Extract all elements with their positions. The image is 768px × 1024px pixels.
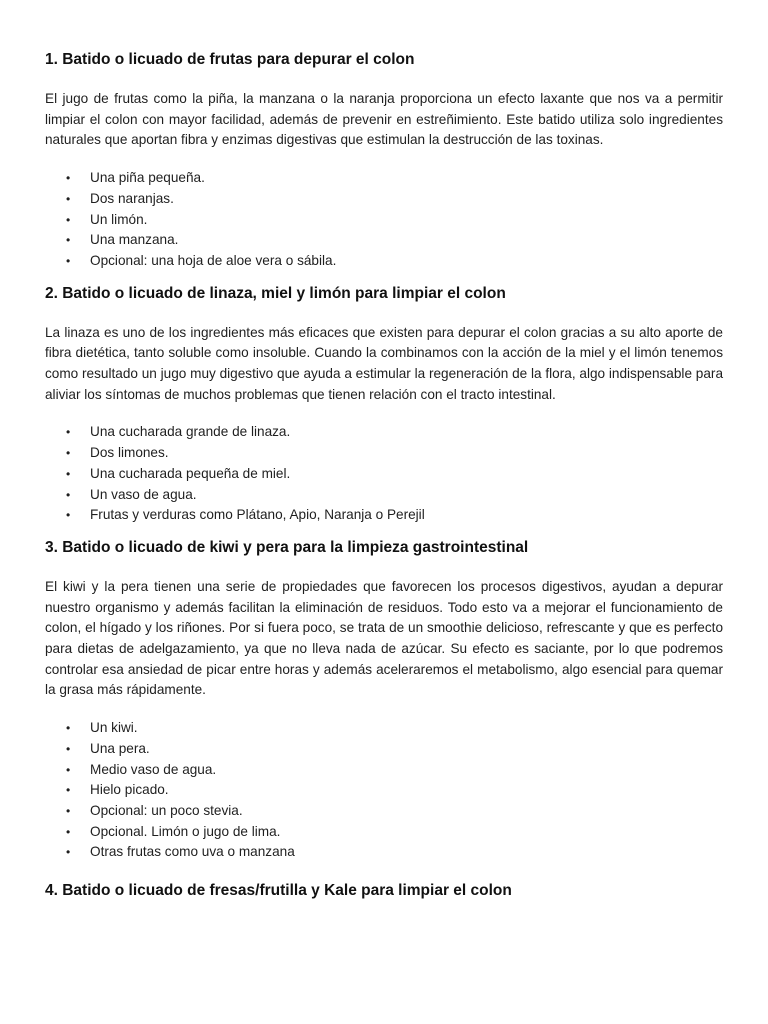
bullet-icon: • [66, 783, 71, 798]
list-item-text: Opcional: una hoja de aloe vera o sábila. [90, 252, 337, 268]
list-item [45, 505, 723, 526]
bullet-icon: • [66, 741, 71, 756]
bullet-icon: • [66, 824, 71, 839]
section-1-heading: 1. Batido o licuado de frutas para depurar el colon [45, 51, 415, 68]
list-item [45, 168, 723, 189]
section-2-paragraph: La linaza es uno de los ingredientes más eficaces que existen para depurar el colon gracias a su alto aporte de fibra dietética, tanto soluble como insoluble. Cuando la combinamos con la acción de la miel y el limón tenemos como resultado un jugo muy digestivo que ayuda a estimular la regeneración de la flora, algo indispensable para aliviar los síntomas de muchos problemas que tienen relación con el tracto intestinal. [45, 324, 723, 402]
list-item-text: Dos limones. [90, 445, 169, 461]
list-item-text: Otras frutas como uva o manzana [90, 844, 295, 860]
list-item [45, 251, 723, 272]
list-item-text: Un vaso de agua. [90, 486, 197, 502]
bullet-icon: • [66, 233, 71, 248]
list-item-text: Hielo picado. [90, 782, 169, 798]
list-item [45, 422, 723, 443]
list-item-text: Medio vaso de agua. [90, 761, 217, 777]
list-item-text: Una piña pequeña. [90, 170, 205, 186]
bullet-icon: • [66, 212, 71, 227]
list-item [45, 443, 723, 464]
list-item-text: Una manzana. [90, 232, 179, 248]
bullet-icon: • [66, 762, 71, 777]
document-page [45, 48, 723, 903]
section-1-paragraph: El jugo de frutas como la piña, la manzana o la naranja proporciona un efecto laxante que nos va a permitir limpiar el colon con mayor facilidad, además de prevenir en estreñimiento. Este batido utiliza solo ingredientes naturales que aportan fibra y enzimas digestivas que estimulan la destrucción de las toxinas. [45, 91, 723, 148]
list-item-text: Frutas y verduras como Plátano, Apio, Naranja o Perejil [90, 507, 425, 523]
bullet-icon: • [66, 487, 71, 502]
section-2-heading: 2. Batido o licuado de linaza, miel y limón para limpiar el colon [45, 284, 506, 302]
list-item [45, 718, 723, 739]
list-item [45, 189, 723, 210]
list-item-text: Opcional: un poco stevia. [90, 802, 243, 818]
list-item [45, 464, 723, 485]
bullet-icon: • [66, 508, 71, 523]
bullet-icon: • [66, 803, 71, 818]
section-2-ingredient-list [45, 422, 723, 526]
bullet-icon: • [66, 191, 71, 206]
list-item-text: Una cucharada pequeña de miel. [90, 465, 291, 481]
list-item [45, 739, 723, 760]
list-item [45, 230, 723, 251]
list-item [45, 760, 723, 781]
bullet-icon: • [66, 253, 71, 268]
bullet-icon: • [66, 425, 71, 440]
list-item-text: Una pera. [90, 740, 150, 756]
section-1-ingredient-list [45, 168, 723, 272]
list-item [45, 842, 723, 863]
list-item-text: Un kiwi. [90, 720, 138, 736]
bullet-icon: • [66, 845, 71, 860]
bullet-icon: • [66, 721, 71, 736]
list-item-text: Un limón. [90, 211, 148, 227]
section-3-heading: 3. Batido o licuado de kiwi y pera para la limpieza gastrointestinal [45, 538, 529, 556]
bullet-icon: • [66, 446, 71, 461]
bullet-icon: • [66, 171, 71, 186]
list-item [45, 485, 723, 506]
section-3-paragraph: El kiwi y la pera tienen una serie de propiedades que favorecen los procesos digestivos, ayudan a depurar nuestro organismo y además facilitan la eliminación de residuos. Todo esto va a mejorar el funcionamiento de colon, el hígado y los riñones. Por si fuera poco, se trata de un smoothie delicioso, refrescante y que es perfecto para dietas de adelgazamiento, ya que no lleva nada de azúcar. Su efecto es saciante, por lo que podremos controlar esa ansiedad de picar entre horas y además aceleraremos el metabolismo, algo esencial para quemar la grasa más rápidamente. [45, 578, 723, 698]
section-4-heading: 4. Batido o licuado de fresas/frutilla y Kale para limpiar el colon [45, 882, 512, 900]
list-item [45, 780, 723, 801]
list-item-text: Dos naranjas. [90, 190, 174, 206]
list-item [45, 801, 723, 822]
list-item-text: Una cucharada grande de linaza. [90, 424, 291, 440]
list-item [45, 822, 723, 843]
section-3-ingredient-list [45, 718, 723, 863]
list-item-text: Opcional. Limón o jugo de lima. [90, 823, 281, 839]
list-item [45, 210, 723, 231]
bullet-icon: • [66, 466, 71, 481]
